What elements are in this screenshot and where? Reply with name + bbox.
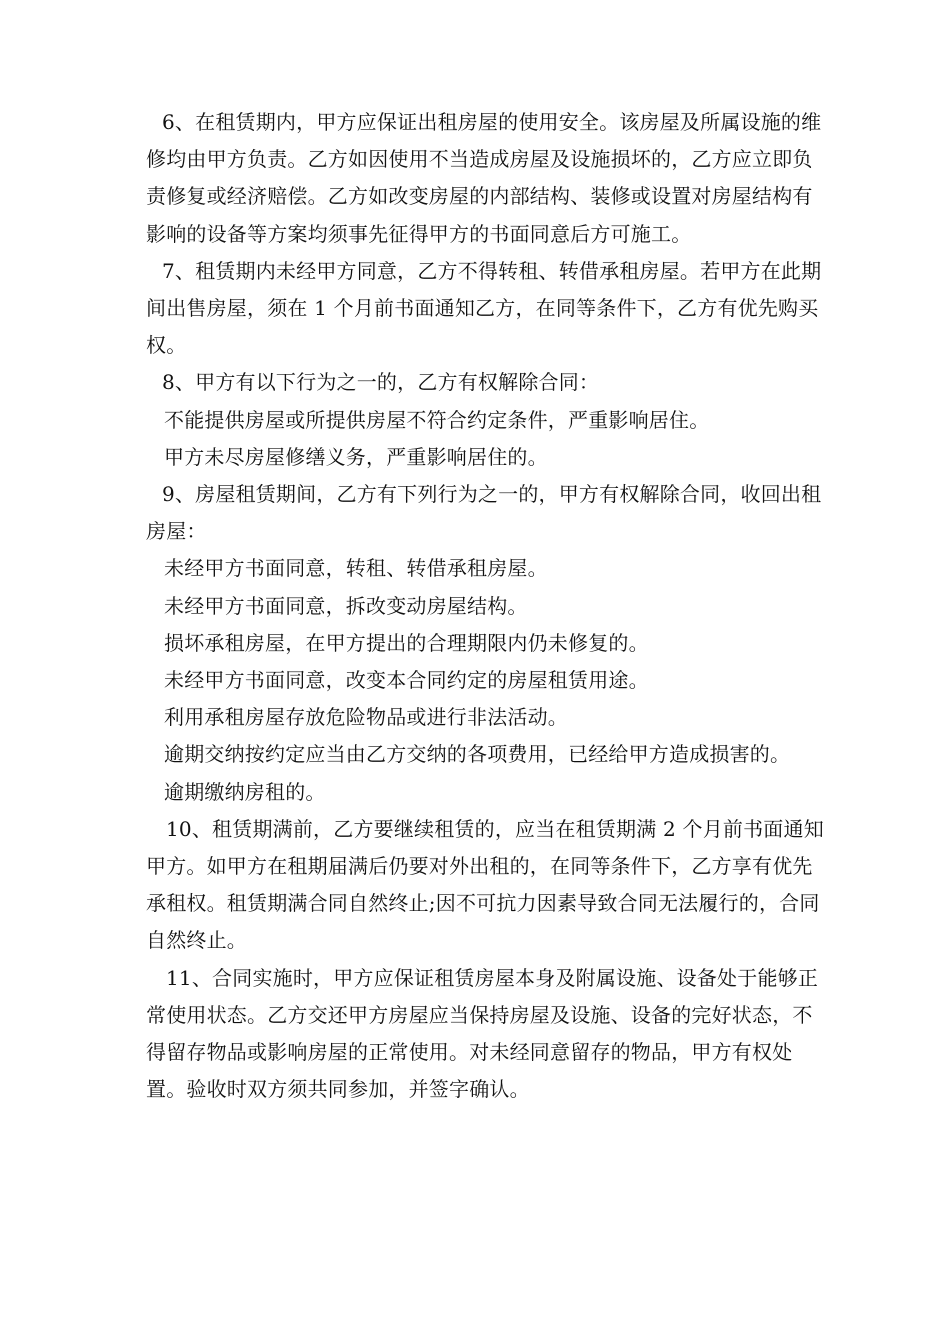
clause-6: 6、在租赁期内，甲方应保证出租房屋的使用安全。该房屋及所属设施的维修均由甲方负责。乙方如因使用不当造成房屋及设施损坏的，乙方应立即负责修复或经济赔偿。乙方如改变房屋的内部结构、装修或设置对房屋结构有影响的设备等方案均须事先征得甲方的书面同意后方可施工。 [146, 110, 822, 246]
clause-9-item-7: 逾期缴纳房租的。 [164, 779, 326, 804]
document-body [146, 104, 826, 1108]
clause-8: 8、甲方有以下行为之一的，乙方有权解除合同： [162, 370, 600, 395]
clause-9-item-3: 损坏承租房屋，在甲方提出的合理期限内仍未修复的。 [164, 630, 649, 655]
clause-9-item-4: 未经甲方书面同意，改变本合同约定的房屋租赁用途。 [164, 668, 649, 693]
clause-10: 10、租赁期满前，乙方要继续租赁的，应当在租赁期满 2 个月前书面通知甲方。如甲方在租期届满后仍要对外出租的，在同等条件下，乙方享有优先承租权。租赁期满合同自然终止;因不可抗力因素导致合同无法履行的，合同自然终止。 [146, 816, 824, 953]
clause-8-item-1: 不能提供房屋或所提供房屋不符合约定条件，严重影响居住。 [164, 407, 710, 432]
clause-9-item-2: 未经甲方书面同意，拆改变动房屋结构。 [164, 593, 528, 618]
clause-8-item-2: 甲方未尽房屋修缮义务，严重影响居住的。 [164, 444, 548, 469]
clause-9-item-6: 逾期交纳按约定应当由乙方交纳的各项费用，已经给甲方造成损害的。 [164, 742, 791, 767]
clause-9: 9、房屋租赁期间，乙方有下列行为之一的，甲方有权解除合同，收回出租房屋： [146, 482, 822, 544]
clause-11: 11、合同实施时，甲方应保证租赁房屋本身及附属设施、设备处于能够正常使用状态。乙方交还甲方房屋应当保持房屋及设施、设备的完好状态，不得留存物品或影响房屋的正常使用。对未经同意留存的物品，甲方有权处置。验收时双方须共同参加，并签字确认。 [146, 965, 819, 1102]
clause-9-item-5: 利用承租房屋存放危险物品或进行非法活动。 [164, 705, 568, 730]
clause-9-item-1: 未经甲方书面同意，转租、转借承租房屋。 [164, 556, 548, 581]
clause-7: 7、租赁期内未经甲方同意，乙方不得转租、转借承租房屋。若甲方在此期间出售房屋，须在 1 个月前书面通知乙方，在同等条件下，乙方有优先购买权。 [146, 258, 822, 358]
